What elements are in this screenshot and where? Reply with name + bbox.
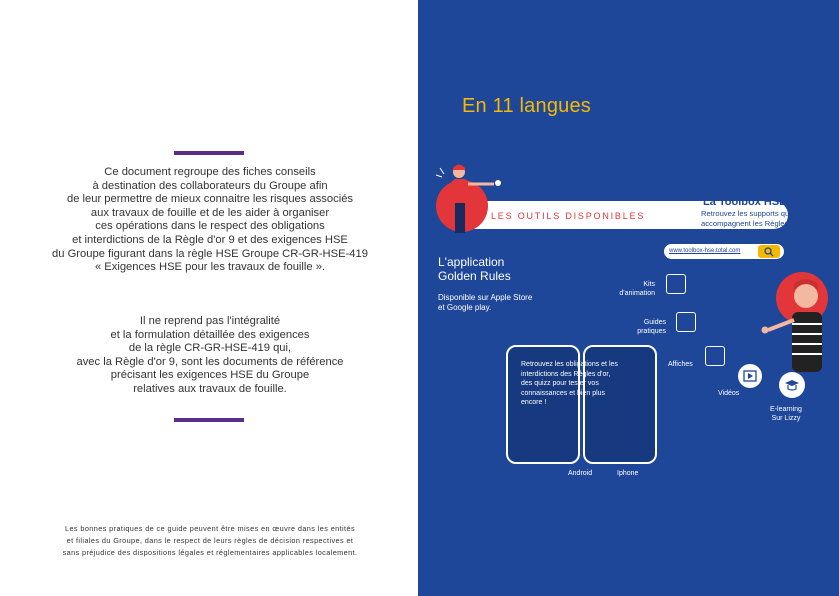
footer-line: Les bonnes pratiques de ce guide peuvent être mises en œuvre dans les entités — [65, 524, 355, 533]
kits-label-line: d'animation — [619, 290, 655, 297]
scope-paragraph — [30, 315, 390, 397]
top-divider — [174, 151, 244, 155]
toolbox-sub-line: accompagnent les Règles d'or — [701, 219, 803, 228]
intro-paragraph — [30, 166, 390, 275]
toolbox-title: La Toolbox HSE — [703, 196, 787, 208]
intro-line: et interdictions de la Règle d'or 9 et des exigences HSE — [72, 233, 348, 246]
guides-label-line: pratiques — [637, 328, 666, 335]
iphone-label[interactable]: Iphone — [617, 470, 639, 477]
search-icon[interactable] — [758, 245, 780, 258]
right-page — [418, 0, 839, 596]
scope-line: et la formulation détaillée des exigences — [110, 328, 310, 341]
toolbox-sub-line: Retrouvez les supports qui — [701, 209, 791, 218]
elearning-label-line: E-learning — [770, 406, 802, 413]
scope-line: précisant les exigences HSE du Groupe — [110, 369, 310, 382]
footer-line: et filiales du Groupe, dans le respect de leurs règles de décision respectives et — [66, 536, 354, 545]
intro-line: du Groupe figurant dans la règle HSE Groupe CR-GR-HSE-419 — [52, 247, 368, 260]
guides-label-line: Guides — [643, 319, 666, 326]
app-desc-line: encore ! — [521, 399, 547, 406]
man-illustration — [432, 158, 512, 234]
kits-label[interactable] — [611, 280, 655, 298]
affiches-label[interactable]: Affiches — [668, 361, 693, 368]
intro-line: aux travaux de fouille et de les aider à organiser — [90, 206, 330, 219]
app-availability — [438, 293, 532, 313]
affiches-icon[interactable] — [705, 346, 725, 366]
app-title-line: L'application — [438, 255, 505, 269]
legal-footer — [40, 523, 380, 559]
app-desc-line: des quizz pour tester vos — [521, 380, 599, 387]
woman-illustration — [750, 268, 839, 378]
bottom-divider — [174, 418, 244, 422]
guides-icon[interactable] — [676, 312, 696, 332]
footer-line: sans préjudice des dispositions légales et réglementaires applicables localement. — [62, 548, 358, 557]
kits-icon[interactable] — [666, 274, 686, 294]
app-desc-line: connaissances et bien plus — [521, 389, 606, 397]
tools-heading: LES OUTILS DISPONIBLES — [491, 211, 646, 221]
intro-line: de leur permettre de mieux connaitre les risques associés — [66, 193, 354, 206]
intro-line: Ce document regroupe des fiches conseils — [104, 166, 316, 178]
guides-label[interactable] — [626, 318, 666, 336]
intro-line: ces opérations dans le respect des obligations — [95, 220, 325, 233]
scope-line: avec la Règle d'or 9, sont les documents de référence — [76, 355, 344, 368]
scope-line: Il ne reprend pas l'intégralité — [139, 315, 281, 327]
kits-label-line: Kits — [643, 281, 655, 288]
app-sub-line: Disponible sur Apple Store — [438, 293, 533, 302]
graduation-cap-icon[interactable] — [784, 378, 800, 392]
toolbox-subtitle — [701, 209, 803, 229]
scope-line: de la règle CR-GR-HSE-419 qui, — [128, 342, 292, 355]
left-page — [0, 0, 418, 596]
app-title-line: Golden Rules — [438, 269, 511, 283]
app-sub-line: et Google play. — [438, 303, 492, 312]
app-description — [521, 360, 618, 408]
app-title — [438, 255, 511, 283]
intro-line: à destination des collaborateurs du Groupe afin — [92, 179, 328, 192]
scope-line: relatives aux travaux de fouille. — [133, 382, 287, 395]
app-desc-line: Retrouvez les obligations et les — [521, 361, 618, 368]
toolbox-url[interactable]: www.toolbox-hse.total.com — [669, 248, 741, 254]
videos-label[interactable]: Vidéos — [718, 390, 740, 397]
languages-title: En 11 langues — [462, 95, 591, 117]
elearning-label[interactable] — [761, 405, 811, 423]
android-label[interactable]: Android — [568, 470, 593, 477]
intro-line: « Exigences HSE pour les travaux de fouille ». — [94, 261, 326, 274]
app-desc-line: interdictions des Règles d'or, — [521, 370, 611, 378]
elearning-label-line: Sur Lizzy — [771, 415, 801, 422]
